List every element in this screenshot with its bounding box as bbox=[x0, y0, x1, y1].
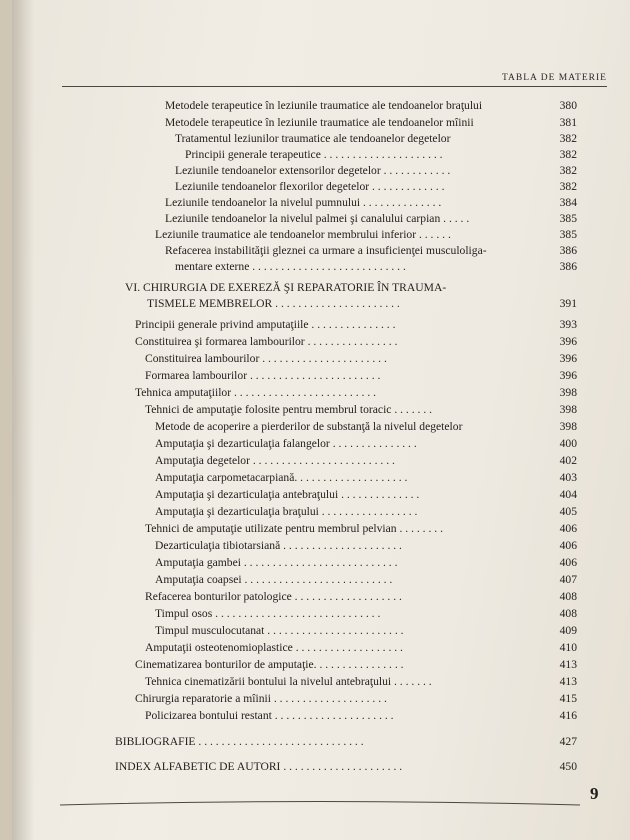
toc-entry: Leziunile tendoanelor extensorilor degetelor . . . . . . . . . . . . 382 bbox=[175, 164, 577, 177]
toc-entry: Timpul osos . . . . . . . . . . . . . . . . . . . . . . . . . . . . . 408 bbox=[155, 607, 577, 620]
page-number: 9 bbox=[590, 784, 599, 803]
back-matter-entry: BIBLIOGRAFIE . . . . . . . . . . . . . . . . . . . . . . . . . . . . . 427 bbox=[115, 735, 577, 748]
running-head: TABLA DE MATERIE bbox=[502, 73, 607, 83]
toc-entry: Metodele terapeutice în leziunile traumatice ale tendoanelor braţului 380 bbox=[165, 99, 577, 112]
toc-entry: Amputaţia coapsei . . . . . . . . . . . . . . . . . . . . . . . . . . 407 bbox=[155, 573, 577, 586]
toc-entry: Amputaţia şi dezarticulaţia falangelor . . . . . . . . . . . . . . . 400 bbox=[155, 437, 577, 450]
toc-entry: Tratamentul leziunilor traumatice ale tendoanelor degetelor 382 bbox=[175, 132, 577, 145]
toc-entry: Constituirea şi formarea lambourilor . . . . . . . . . . . . . . . . 396 bbox=[135, 335, 577, 348]
toc-entry: Refacerea bonturilor patologice . . . . . . . . . . . . . . . . . . . 408 bbox=[145, 590, 577, 603]
toc-entry: Leziunile tendoanelor la nivelul palmei şi canalului carpian . . . . . 385 bbox=[165, 212, 577, 225]
back-matter-entry: INDEX ALFABETIC DE AUTORI . . . . . . . . . . . . . . . . . . . . . 450 bbox=[115, 760, 577, 773]
toc-entry: Tehnici de amputaţie folosite pentru membrul toracic . . . . . . . 398 bbox=[145, 403, 577, 416]
toc-entry: Tehnica cinematizării bontului la nivelul antebraţului . . . . . . . 413 bbox=[145, 675, 577, 688]
toc-entry: Amputaţia şi dezarticulaţia antebraţului . . . . . . . . . . . . . . 404 bbox=[155, 488, 577, 501]
toc-entry: Principii generale privind amputaţiile . . . . . . . . . . . . . . . 393 bbox=[135, 318, 577, 331]
toc-entry: Amputaţia gambei . . . . . . . . . . . . . . . . . . . . . . . . . . . 406 bbox=[155, 556, 577, 569]
toc-entry: Tehnica amputaţiilor . . . . . . . . . . . . . . . . . . . . . . . . . 398 bbox=[135, 386, 577, 399]
toc-entry: Leziunile traumatice ale tendoanelor membrului inferior . . . . . . 385 bbox=[155, 228, 577, 241]
chapter-heading: VI. CHIRURGIA DE EXEREZĂ ŞI REPARATORIE ÎN TRAUMA- bbox=[125, 281, 447, 294]
toc-entry: Cinematizarea bonturilor de amputaţie. . . . . . . . . . . . . . . . 413 bbox=[135, 658, 577, 671]
toc-entry: Amputaţia şi dezarticulaţia braţului . . . . . . . . . . . . . . . . . 405 bbox=[155, 505, 577, 518]
toc-entry: Dezarticulaţia tibiotarsiană . . . . . . . . . . . . . . . . . . . . . 406 bbox=[155, 539, 577, 552]
toc-entry: mentare externe . . . . . . . . . . . . . . . . . . . . . . . . . . . 386 bbox=[175, 260, 577, 273]
toc-entry: Amputaţii osteotenomioplastice . . . . . . . . . . . . . . . . . . . 410 bbox=[145, 641, 577, 654]
toc-entry: Tehnici de amputaţie utilizate pentru membrul pelvian . . . . . . . . 406 bbox=[145, 522, 577, 535]
toc-entry: Constituirea lambourilor . . . . . . . . . . . . . . . . . . . . . . 396 bbox=[145, 352, 577, 365]
book-page bbox=[12, 0, 630, 840]
toc-entry: Metode de acoperire a pierderilor de substanţă la nivelul degetelor 398 bbox=[155, 420, 577, 433]
toc-entry: Leziunile tendoanelor la nivelul pumnului . . . . . . . . . . . . . . 384 bbox=[165, 196, 577, 209]
toc-entry: Refacerea instabilităţii gleznei ca urmare a insuficienţei musculoliga- 386 bbox=[165, 244, 577, 257]
top-rule bbox=[62, 86, 607, 87]
toc-entry: Leziunile tendoanelor flexorilor degetelor . . . . . . . . . . . . . 382 bbox=[175, 180, 577, 193]
toc-entry: Metodele terapeutice în leziunile traumatice ale tendoanelor mîinii 381 bbox=[165, 116, 577, 129]
toc-entry: Amputaţia degetelor . . . . . . . . . . . . . . . . . . . . . . . . . 402 bbox=[155, 454, 577, 467]
toc-entry: Formarea lambourilor . . . . . . . . . . . . . . . . . . . . . . . 396 bbox=[145, 369, 577, 382]
toc-entry: Policizarea bontului restant . . . . . . . . . . . . . . . . . . . . . 416 bbox=[145, 709, 577, 722]
toc-entry: Chirurgia reparatorie a mîinii . . . . . . . . . . . . . . . . . . . . 415 bbox=[135, 692, 577, 705]
toc-entry: Principii generale terapeutice . . . . . . . . . . . . . . . . . . . . . 382 bbox=[185, 148, 577, 161]
toc-entry: Amputaţia carpometacarpiană. . . . . . . . . . . . . . . . . . . . 403 bbox=[155, 471, 577, 484]
bottom-rule bbox=[60, 798, 580, 812]
toc-entry: Timpul musculocutanat . . . . . . . . . . . . . . . . . . . . . . . . 409 bbox=[155, 624, 577, 637]
chapter-heading: TISMELE MEMBRELOR . . . . . . . . . . . . . . . . . . . . . . 391 bbox=[147, 297, 577, 310]
